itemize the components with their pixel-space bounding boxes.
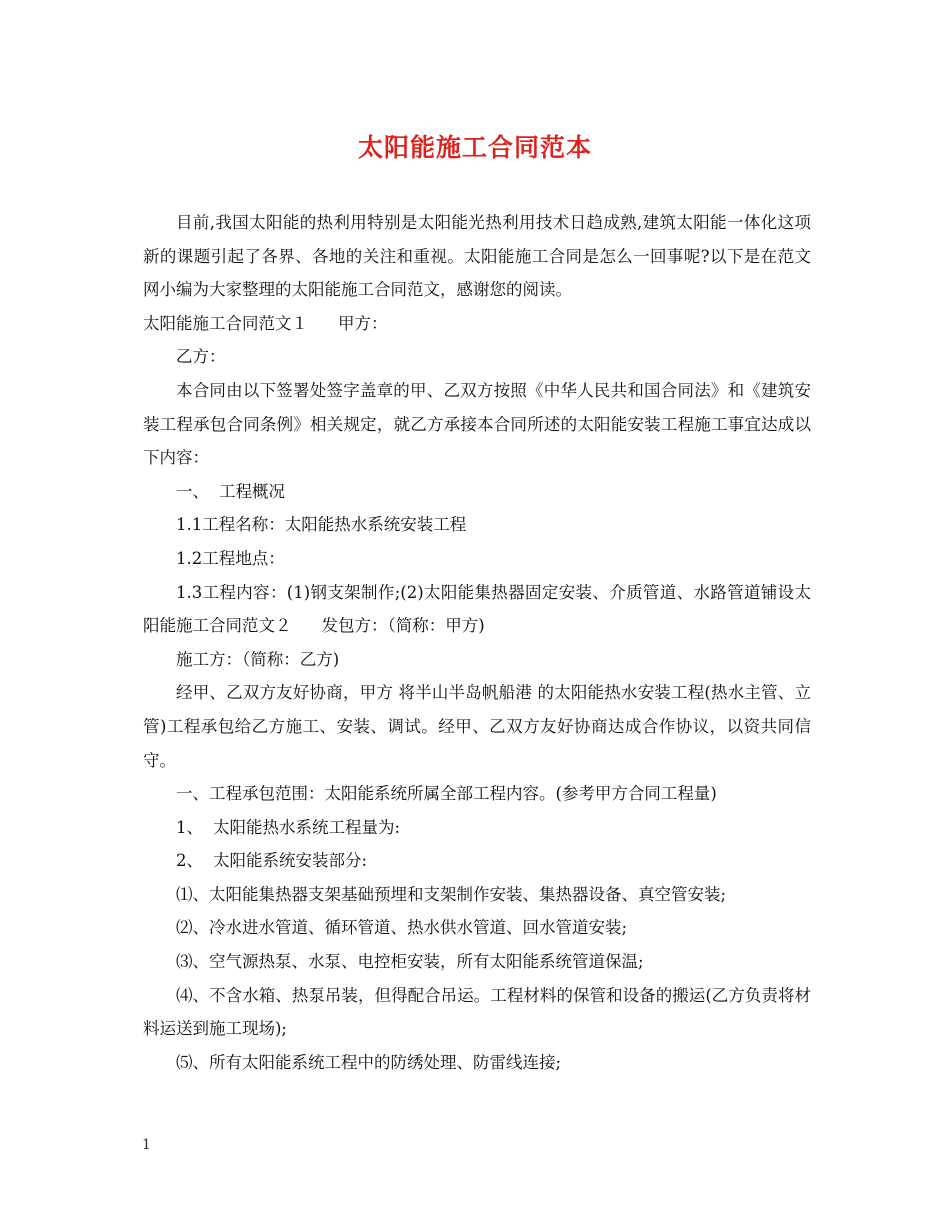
list-item: ⑸、所有太阳能系统工程中的防绣处理、防雷线连接; bbox=[176, 1052, 562, 1072]
page-title: 太阳能施工合同范本 bbox=[357, 133, 592, 162]
item-1-2: 1.2工程地点： bbox=[176, 548, 285, 568]
scope-item-1-number: 1、 bbox=[176, 817, 203, 837]
list-item: ⑷、不含水箱、热泵吊装，但得配合吊运。工程材料的保管和设备的搬运(乙方负责将材料运送到施工现场); bbox=[143, 985, 811, 1039]
item-1-3-text: 1.3工程内容：(1)钢支架制作;(2)太阳能集热器固定安装、介质管道、水路管道铺设 bbox=[176, 582, 795, 602]
contractor-b: 施工方：（简称：乙方) bbox=[176, 649, 340, 669]
contractor-a: 发包方：（简称：甲方) bbox=[321, 616, 485, 636]
basis-paragraph: 本合同由以下签署处签字盖章的甲、乙双方按照《中华人民共和国合同法》和《建筑安装工程承包合同条例》相关规定，就乙方承接本合同所述的太阳能安装工程施工事宜达成以下内容： bbox=[143, 380, 811, 468]
scope-item-2-text: 太阳能系统安装部分: bbox=[213, 851, 368, 871]
scope-item-1 bbox=[143, 811, 811, 845]
list-item: ⑴、太阳能集热器支架基础预埋和支架制作安装、集热器设备、真空管安装; bbox=[176, 884, 727, 904]
intro-paragraph: 目前,我国太阳能的热利用特别是太阳能光热利用技术日趋成熟,建筑太阳能一体化这项新的课题引起了各界、各地的关注和重视。太阳能施工合同是怎么一回事呢?以下是在范文网小编为大家整理的太阳能施工合同范文，感谢您的阅读。 bbox=[143, 213, 811, 300]
sample2-heading: 太阳能施工合同范文２ bbox=[143, 582, 811, 636]
scope-item-1-text: 太阳能热水系统工程量为: bbox=[213, 817, 401, 837]
scope-item-2-number: 2、 bbox=[176, 851, 203, 871]
sample1-heading: 太阳能施工合同范文１ bbox=[143, 313, 308, 333]
section1-heading bbox=[143, 475, 811, 509]
list-item: ⑵、冷水进水管道、循环管道、热水供水管道、回水管道安装; bbox=[176, 918, 628, 938]
scope-heading: 一、工程承包范围：太阳能系统所属全部工程内容。(参考甲方合同工程量) bbox=[176, 784, 717, 804]
section1-title: 工程概况 bbox=[219, 481, 285, 501]
page-number: 1 bbox=[142, 1137, 151, 1153]
scope-item-2 bbox=[143, 844, 811, 878]
document-body bbox=[143, 206, 811, 1079]
agreement-paragraph: 经甲、乙双方友好协商，甲方 将半山半岛帆船港 的太阳能热水安装工程(热水主管、立管)工程承包给乙方施工、安装、调试。经甲、乙双方友好协商达成合作协议，以资共同信守。 bbox=[143, 683, 811, 770]
sample1-line bbox=[143, 307, 811, 341]
section1-number: 一、 bbox=[176, 481, 209, 501]
list-item: ⑶、空气源热泵、水泵、电控柜安装，所有太阳能系统管道保温; bbox=[176, 952, 644, 972]
party-b-label: 乙方： bbox=[176, 347, 226, 367]
item-1-3 bbox=[143, 576, 811, 643]
item-1-1: 1.1工程名称：太阳能热水系统安装工程 bbox=[176, 515, 467, 535]
party-a-label: 甲方： bbox=[338, 313, 388, 333]
